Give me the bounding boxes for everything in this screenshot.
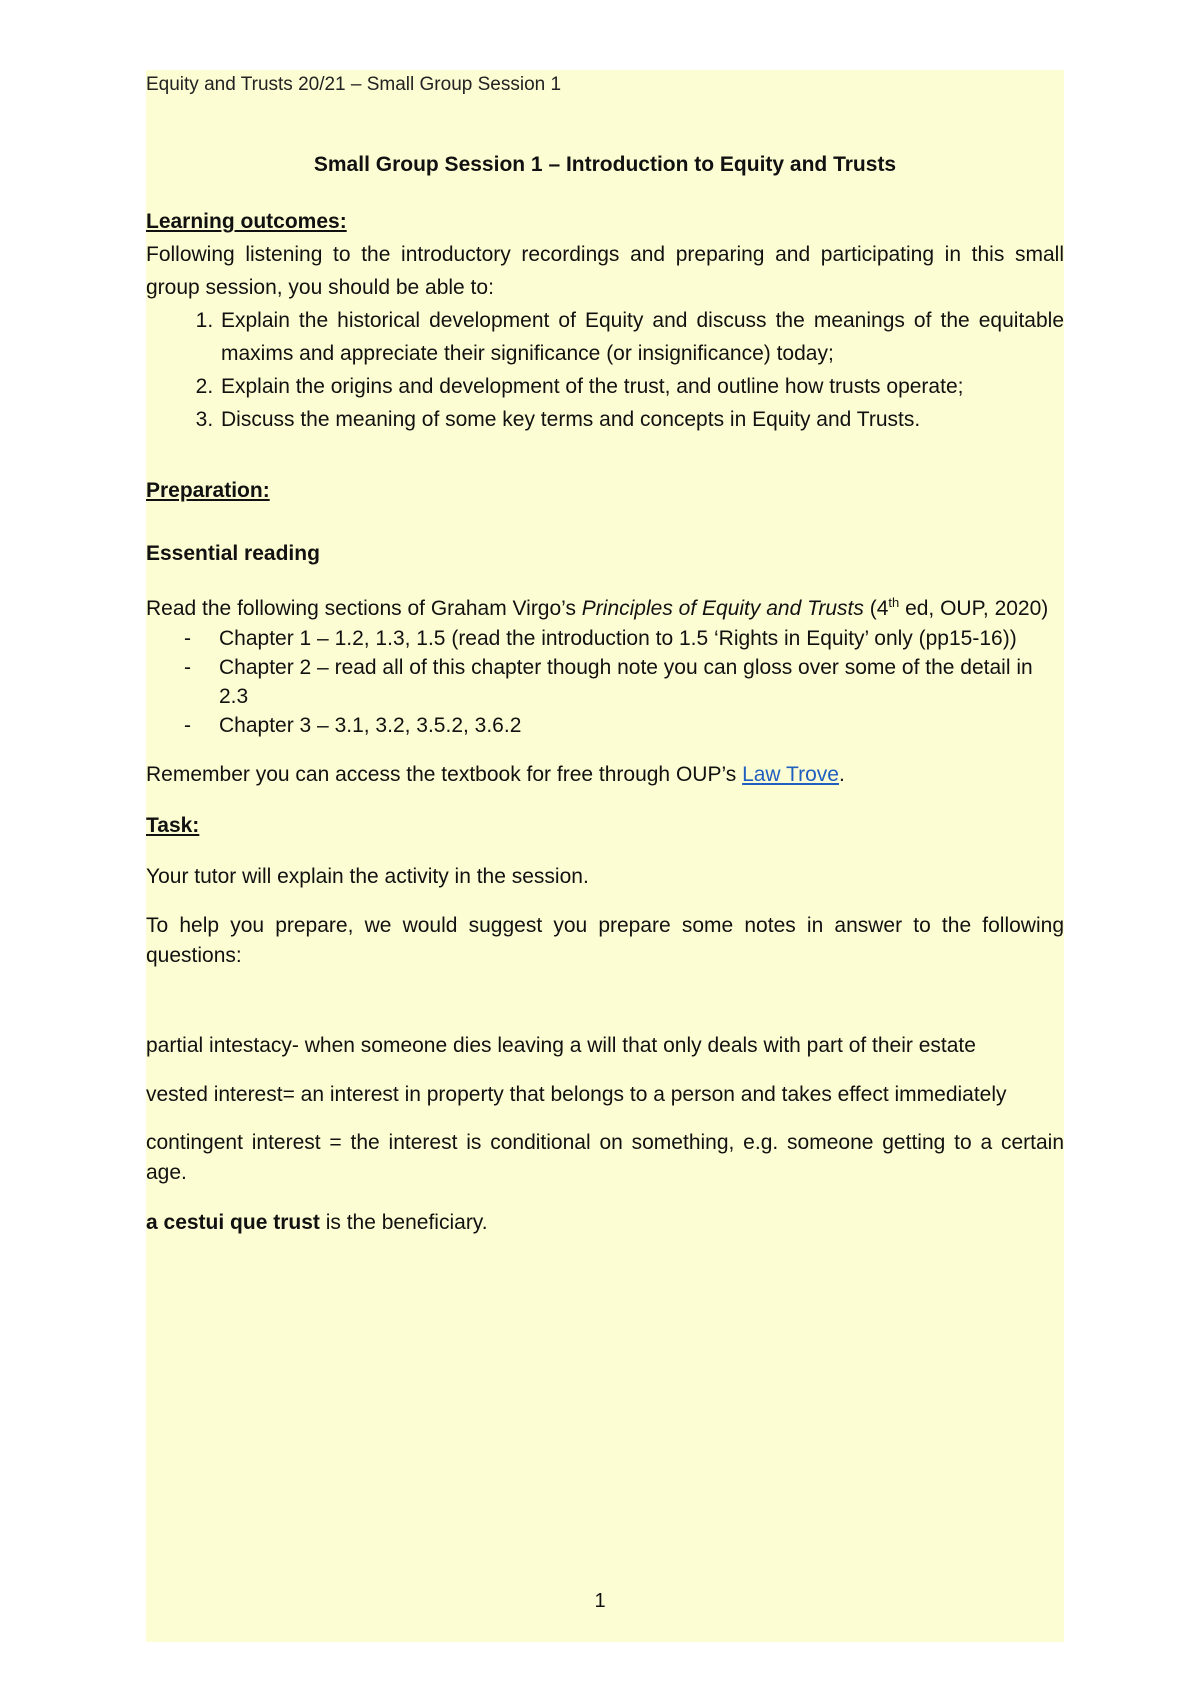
textbook-access-end: .	[838, 763, 845, 786]
note-partial-intestacy: partial intestacy- when someone dies leaving a will that only deals with part of their estate	[146, 1034, 976, 1057]
list-item: 3. Discuss the meaning of some key terms and concepts in Equity and Trusts.	[219, 403, 1064, 436]
reading-intro-text: Read the following sections of Graham Virgo’s	[146, 597, 582, 620]
note-cestui-que-trust	[146, 1206, 1064, 1239]
document-title: Small Group Session 1 – Introduction to Equity and Trusts	[313, 153, 897, 176]
list-item: 1. Explain the historical development of Equity and discuss the meanings of the equitable maxims and appreciate their significance (or insignificance) today;	[219, 304, 1064, 370]
book-title: Principles of Equity and Trusts	[581, 597, 864, 620]
textbook-access-note	[146, 758, 1064, 791]
list-item	[146, 711, 1064, 740]
reading-item-text: Chapter 2 – read all of this chapter though note you can gloss over some of the detail in 2.3	[219, 656, 1033, 708]
textbook-access-text: Remember you can access the textbook for free through OUP’s	[146, 763, 743, 786]
edition-suffix: th	[888, 595, 900, 610]
learning-outcomes-intro: Following listening to the introductory recordings and preparing and participating in this small group session, you should be able to:	[146, 243, 1064, 299]
cestui-term: a cestui que trust	[146, 1211, 320, 1234]
dash-bullet: -	[184, 656, 191, 679]
publisher-info: ed, OUP, 2020)	[899, 597, 1049, 620]
dash-bullet: -	[184, 627, 191, 650]
reading-list	[146, 624, 1064, 740]
learning-outcomes-list	[146, 304, 1064, 436]
dash-bullet: -	[184, 714, 191, 737]
cestui-definition: is the beneficiary.	[319, 1211, 488, 1234]
essential-reading-heading: Essential reading	[146, 542, 320, 565]
learning-outcomes-heading: Learning outcomes:	[146, 210, 347, 233]
list-item	[146, 653, 1064, 711]
list-item	[146, 624, 1064, 653]
task-line-1: Your tutor will explain the activity in the session.	[146, 865, 589, 888]
task-line-2: To help you prepare, we would suggest you prepare some notes in answer to the following questions:	[146, 914, 1064, 967]
edition-number: (4	[863, 597, 889, 620]
preparation-heading: Preparation:	[146, 479, 270, 502]
document-body	[146, 148, 1064, 1239]
law-trove-link[interactable]: Law Trove	[742, 763, 839, 786]
note-contingent-interest: contingent interest = the interest is conditional on something, e.g. someone getting to a certain age.	[146, 1131, 1064, 1184]
page-number: 1	[594, 1590, 606, 1612]
note-vested-interest: vested interest= an interest in property that belongs to a person and takes effect immediately	[146, 1083, 1007, 1106]
running-header: Equity and Trusts 20/21 – Small Group Session 1	[146, 74, 562, 95]
task-heading: Task:	[146, 814, 200, 837]
reading-item-text: Chapter 1 – 1.2, 1.3, 1.5 (read the introduction to 1.5 ‘Rights in Equity’ only (pp15-16))	[219, 627, 1017, 650]
reading-intro	[146, 588, 1064, 624]
list-item: 2. Explain the origins and development of the trust, and outline how trusts operate;	[219, 370, 1064, 403]
reading-item-text: Chapter 3 – 3.1, 3.2, 3.5.2, 3.6.2	[219, 714, 522, 737]
